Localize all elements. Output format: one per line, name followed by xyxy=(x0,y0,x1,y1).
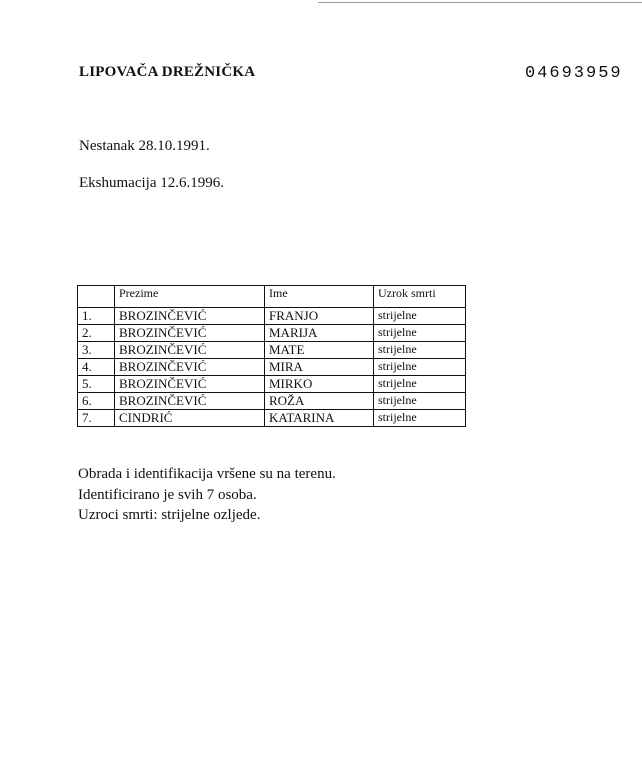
row-surname: BROZINČEVIĆ xyxy=(115,359,265,376)
row-surname: BROZINČEVIĆ xyxy=(115,342,265,359)
exhumation-date: Ekshumacija 12.6.1996. xyxy=(79,175,224,191)
row-number: 4. xyxy=(78,359,115,376)
row-surname: CINDRIĆ xyxy=(115,410,265,427)
table-row xyxy=(78,393,466,410)
row-cause: strijelne xyxy=(374,308,466,325)
disappearance-date: Nestanak 28.10.1991. xyxy=(79,138,210,154)
table-row xyxy=(78,325,466,342)
table-row xyxy=(78,308,466,325)
row-name: FRANJO xyxy=(265,308,374,325)
document-number: 04693959 xyxy=(525,64,623,83)
table-row xyxy=(78,342,466,359)
row-cause: strijelne xyxy=(374,342,466,359)
row-cause: strijelne xyxy=(374,410,466,427)
scan-edge-line xyxy=(318,2,642,3)
row-name: MIRA xyxy=(265,359,374,376)
header-name: Ime xyxy=(265,286,374,308)
table-row xyxy=(78,376,466,393)
table-row xyxy=(78,359,466,376)
header-surname: Prezime xyxy=(115,286,265,308)
row-cause: strijelne xyxy=(374,376,466,393)
row-name: MATE xyxy=(265,342,374,359)
table-header-row xyxy=(78,286,466,308)
cause-of-death-note: Uzroci smrti: strijelne ozljede. xyxy=(78,507,261,523)
table-row xyxy=(78,410,466,427)
row-surname: BROZINČEVIĆ xyxy=(115,376,265,393)
row-surname: BROZINČEVIĆ xyxy=(115,325,265,342)
document-title: LIPOVAČA DREŽNIČKA xyxy=(79,64,256,80)
header-number xyxy=(78,286,115,308)
row-number: 7. xyxy=(78,410,115,427)
row-cause: strijelne xyxy=(374,359,466,376)
row-surname: BROZINČEVIĆ xyxy=(115,393,265,410)
row-number: 6. xyxy=(78,393,115,410)
row-number: 3. xyxy=(78,342,115,359)
row-name: MIRKO xyxy=(265,376,374,393)
victims-table xyxy=(77,285,466,427)
identification-note: Identificirano je svih 7 osoba. xyxy=(78,487,257,503)
processing-note: Obrada i identifikacija vršene su na terenu. xyxy=(78,466,336,482)
row-cause: strijelne xyxy=(374,325,466,342)
row-number: 1. xyxy=(78,308,115,325)
row-name: KATARINA xyxy=(265,410,374,427)
row-name: MARIJA xyxy=(265,325,374,342)
row-number: 5. xyxy=(78,376,115,393)
row-surname: BROZINČEVIĆ xyxy=(115,308,265,325)
row-cause: strijelne xyxy=(374,393,466,410)
header-cause: Uzrok smrti xyxy=(374,286,466,308)
row-number: 2. xyxy=(78,325,115,342)
row-name: ROŽA xyxy=(265,393,374,410)
